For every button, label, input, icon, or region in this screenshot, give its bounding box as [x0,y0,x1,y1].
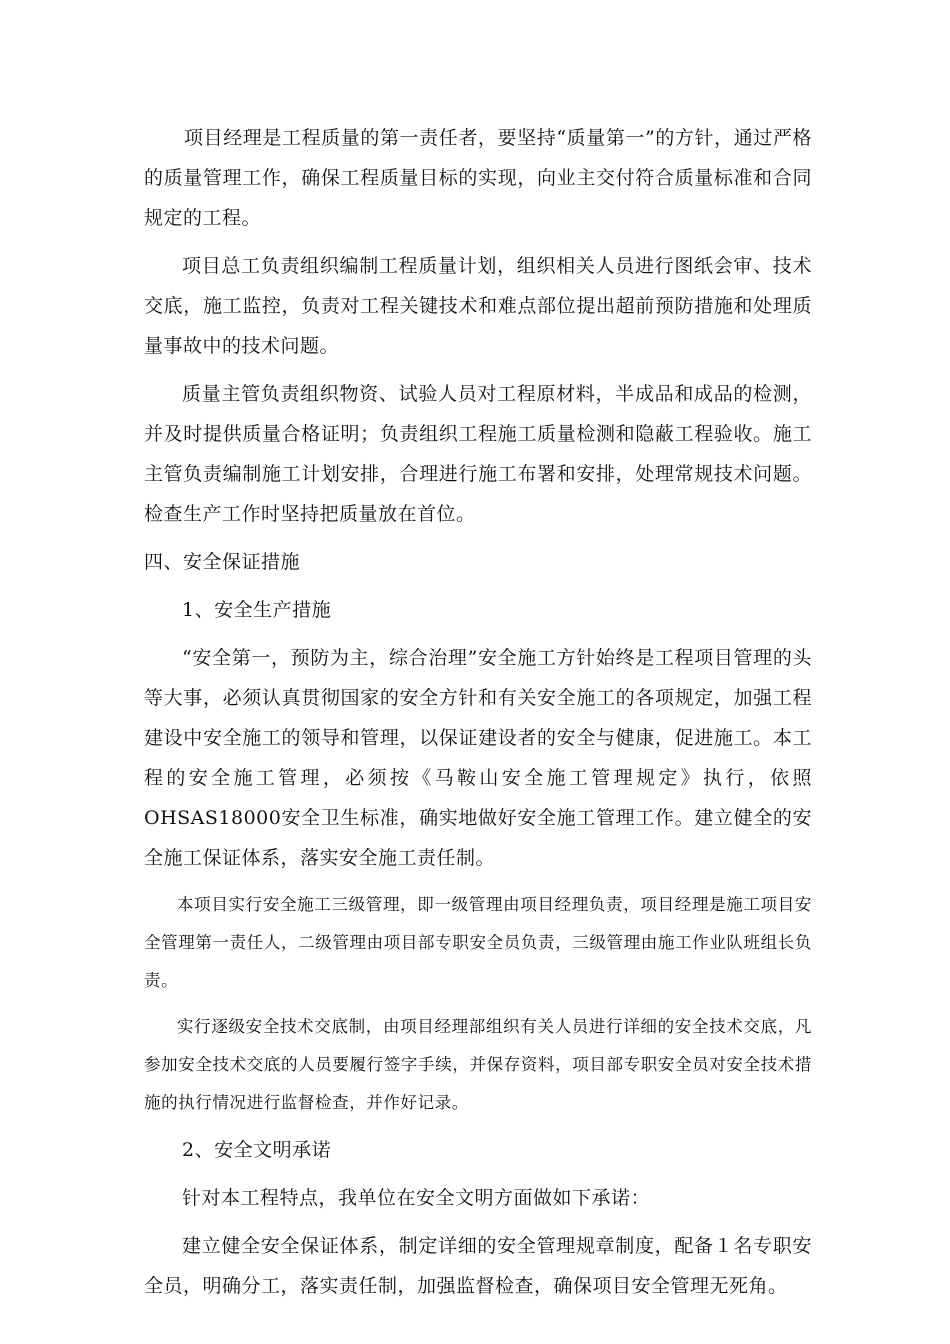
paragraph-three-level-management: 本项目实行安全施工三级管理，即一级管理由项目经理负责，项目经理是施工项目安全管理第一责任人，二级管理由项目部专职安全员负责，三级管理由施工作业队班组长负责。 [144,895,812,990]
paragraph-safety-policy: “安全第一，预防为主，综合治理”安全施工方针始终是工程项目管理的头等大事，必须认真贯彻国家的安全方针和有关安全施工的各项规定，加强工程建设中安全施工的领导和管理，以保证建设者的安全与健康，促进施工。本工程的安全施工管理，必须按《马鞍山安全施工管理规定》执行，依照OHSAS18000安全卫生标准，确实地做好安全施工管理工作。建立健全的安全施工保证体系，落实安全施工责任制。 [144,647,812,869]
section-heading-safety: 四、安全保证措施 [144,551,301,573]
paragraph-chief-engineer: 项目总工负责组织编制工程质量计划，组织相关人员进行图纸会审、技术交底，施工监控，负责对工程关键技术和难点部位提出超前预防措施和处理质量事故中的技术问题。 [144,255,812,357]
paragraph-commitment-intro: 针对本工程特点，我单位在安全文明方面做如下承诺： [182,1187,651,1209]
paragraph-technical-briefing: 实行逐级安全技术交底制，由项目经理部组织有关人员进行详细的安全技术交底，凡参加安全技术交底的人员要履行签字手续，并保存资料，项目部专职安全员对安全技术措施的执行情况进行监督检查，并作好记录。 [144,1017,812,1112]
paragraph-quality-supervisor: 质量主管负责组织物资、试验人员对工程原材料，半成品和成品的检测，并及时提供质量合格证明；负责组织工程施工质量检测和隐蔽工程验收。施工主管负责编制施工计划安排，合理进行施工布署和安排，处理常规技术问题。检查生产工作时坚持把质量放在首位。 [144,383,812,525]
subheading-civilization-commitment: 2、安全文明承诺 [182,1139,332,1161]
subheading-safety-production: 1、安全生产措施 [182,599,332,621]
document-body [144,118,812,1306]
paragraph-project-manager: 项目经理是工程质量的第一责任者，要坚持“质量第一”的方针，通过严格的质量管理工作，确保工程质量目标的实现，向业主交付符合质量标准和合同规定的工程。 [144,127,812,229]
paragraph-commitment-system: 建立健全安全保证体系，制定详细的安全管理规章制度，配备１名专职安全员，明确分工，落实责任制，加强监督检查，确保项目安全管理无死角。 [144,1235,812,1297]
